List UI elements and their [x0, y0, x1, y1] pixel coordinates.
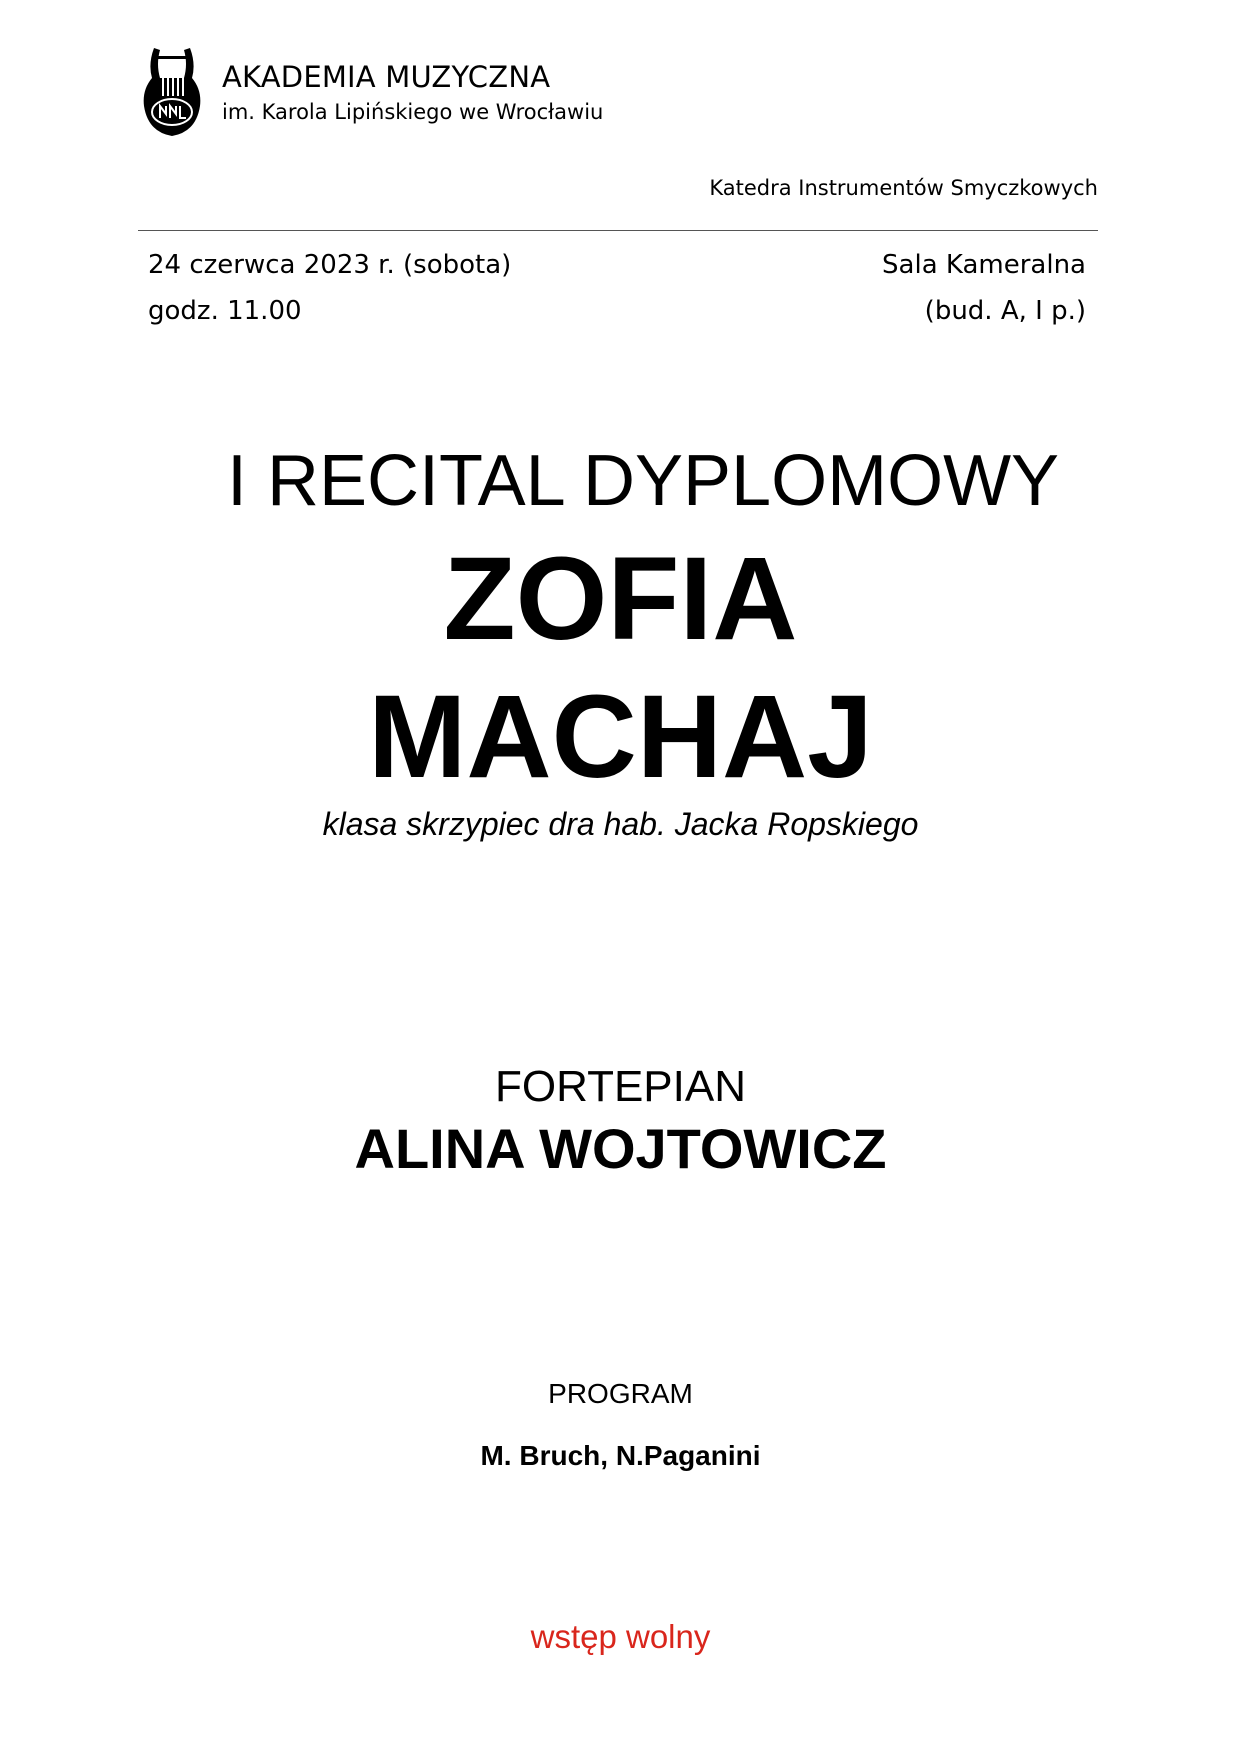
institution-subtitle: im. Karola Lipińskiego we Wrocławiu [222, 100, 604, 124]
class-line: klasa skrzypiec dra hab. Jacka Ropskiego [322, 806, 919, 842]
event-venue-detail: (bud. A, I p.) [924, 296, 1086, 326]
event-venue: Sala Kameralna [882, 250, 1086, 280]
performer-first-name: ZOFIA [443, 533, 798, 665]
accompanist-label: FORTEPIAN [494, 1062, 746, 1111]
program-label: PROGRAM [548, 1378, 693, 1409]
event-date: 24 czerwca 2023 r. (sobota) [148, 250, 512, 280]
program-composers: M. Bruch, N.Paganini [480, 1440, 761, 1471]
institution-name: AKADEMIA MUZYCZNA [222, 60, 551, 94]
department-name: Katedra Instrumentów Smyczkowych [709, 176, 1098, 200]
lyre-logo-icon [138, 44, 206, 140]
entry-info: wstęp wolny [530, 1618, 711, 1655]
event-time: godz. 11.00 [148, 296, 302, 326]
header-divider [138, 230, 1098, 231]
recital-title: I RECITAL DYPLOMOWY [226, 441, 1060, 521]
accompanist-name: ALINA WOJTOWICZ [354, 1117, 887, 1180]
performer-last-name: MACHAJ [368, 671, 873, 803]
